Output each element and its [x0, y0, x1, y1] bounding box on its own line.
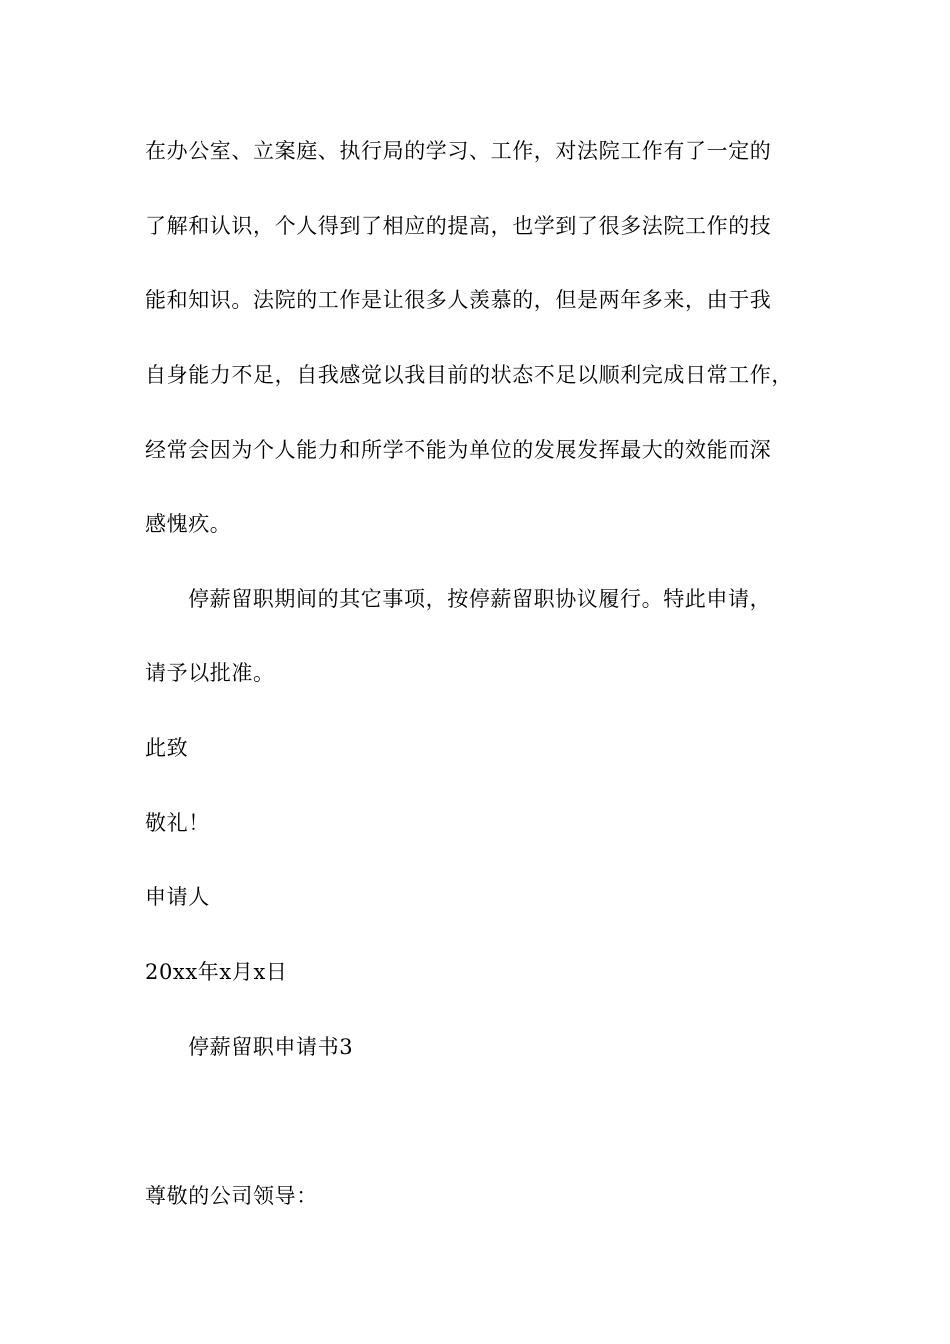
closing-salutation: 此致: [145, 736, 189, 760]
paragraph-line: 感愧疚。: [145, 512, 232, 536]
letter-title: 停薪留职申请书3: [188, 1035, 354, 1059]
applicant-label: 申请人: [145, 885, 210, 909]
paragraph-line: 请予以批准。: [145, 661, 275, 685]
paragraph-line: 了解和认识，个人得到了相应的提高，也学到了很多法院工作的技: [145, 214, 772, 238]
paragraph-line: 停薪留职期间的其它事项，按停薪留职协议履行。特此申请，: [188, 587, 772, 611]
letter-greeting: 尊敬的公司领导：: [145, 1184, 318, 1208]
paragraph-line: 能和知识。法院的工作是让很多人羡慕的，但是两年多来，由于我: [145, 288, 772, 312]
paragraph-line: 经常会因为个人能力和所学不能为单位的发展发挥最大的效能而深: [145, 438, 772, 462]
paragraph-line: 在办公室、立案庭、执行局的学习、工作，对法院工作有了一定的: [145, 139, 772, 163]
closing-regards: 敬礼！: [145, 811, 210, 835]
paragraph-line: 自身能力不足，自我感觉以我目前的状态不足以顺利完成日常工作，: [145, 363, 793, 387]
date-line: 20xx年x月x日: [145, 960, 288, 984]
